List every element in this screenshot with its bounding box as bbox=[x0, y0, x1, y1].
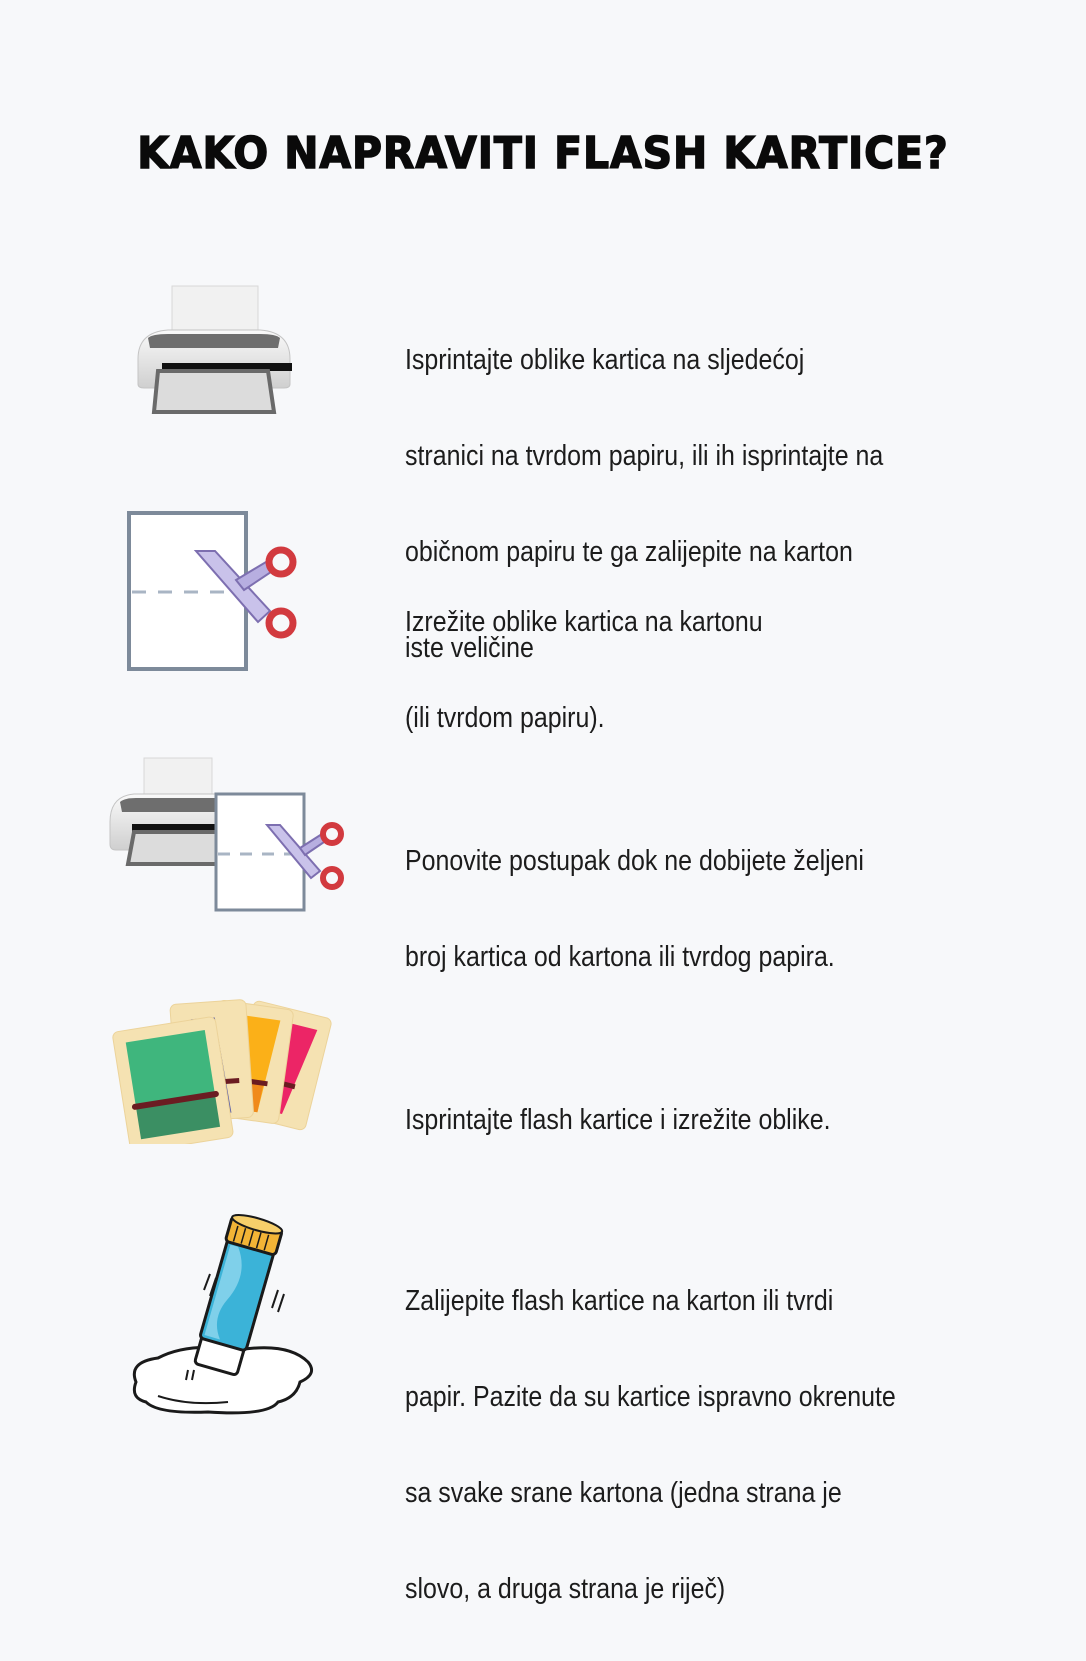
scissors-cut-paper-icon bbox=[126, 510, 301, 672]
step-3-text bbox=[405, 789, 921, 1029]
step-4-text bbox=[405, 1048, 921, 1192]
page-title: KAKO NAPRAVITI FLASH KARTICE? bbox=[137, 128, 949, 179]
step-1-line: iste veličine bbox=[405, 632, 534, 664]
step-5-line: slovo, a druga strana je riječ) bbox=[405, 1573, 726, 1605]
printer-and-scissors-icon bbox=[106, 756, 346, 914]
step-3-line: broj kartica od kartona ili tvrdog papira. bbox=[405, 941, 835, 973]
step-1-line: stranici na tvrdom papiru, ili ih isprintajte na bbox=[405, 440, 884, 472]
step-2-text bbox=[405, 550, 921, 790]
step-2-line: Izrežite oblike kartica na kartonu bbox=[405, 606, 763, 638]
flash-cards-icon bbox=[110, 994, 335, 1144]
step-1-line: običnom papiru te ga zalijepite na karton bbox=[405, 536, 853, 568]
step-1-line: Isprintajte oblike kartica na sljedećoj bbox=[405, 344, 805, 376]
step-5-line: sa svake srane kartona (jedna strana je bbox=[405, 1477, 842, 1509]
step-5-line: papir. Pazite da su kartice ispravno okrenute bbox=[405, 1381, 896, 1413]
step-5-line: Zalijepite flash kartice na karton ili tvrdi bbox=[405, 1285, 834, 1317]
printer-icon bbox=[128, 284, 298, 416]
step-2-line: (ili tvrdom papiru). bbox=[405, 702, 605, 734]
step-5-text bbox=[405, 1229, 921, 1661]
step-4-line: Isprintajte flash kartice i izrežite oblike. bbox=[405, 1104, 831, 1136]
glue-stick-icon bbox=[128, 1212, 318, 1418]
step-3-line: Ponovite postupak dok ne dobijete željeni bbox=[405, 845, 864, 877]
